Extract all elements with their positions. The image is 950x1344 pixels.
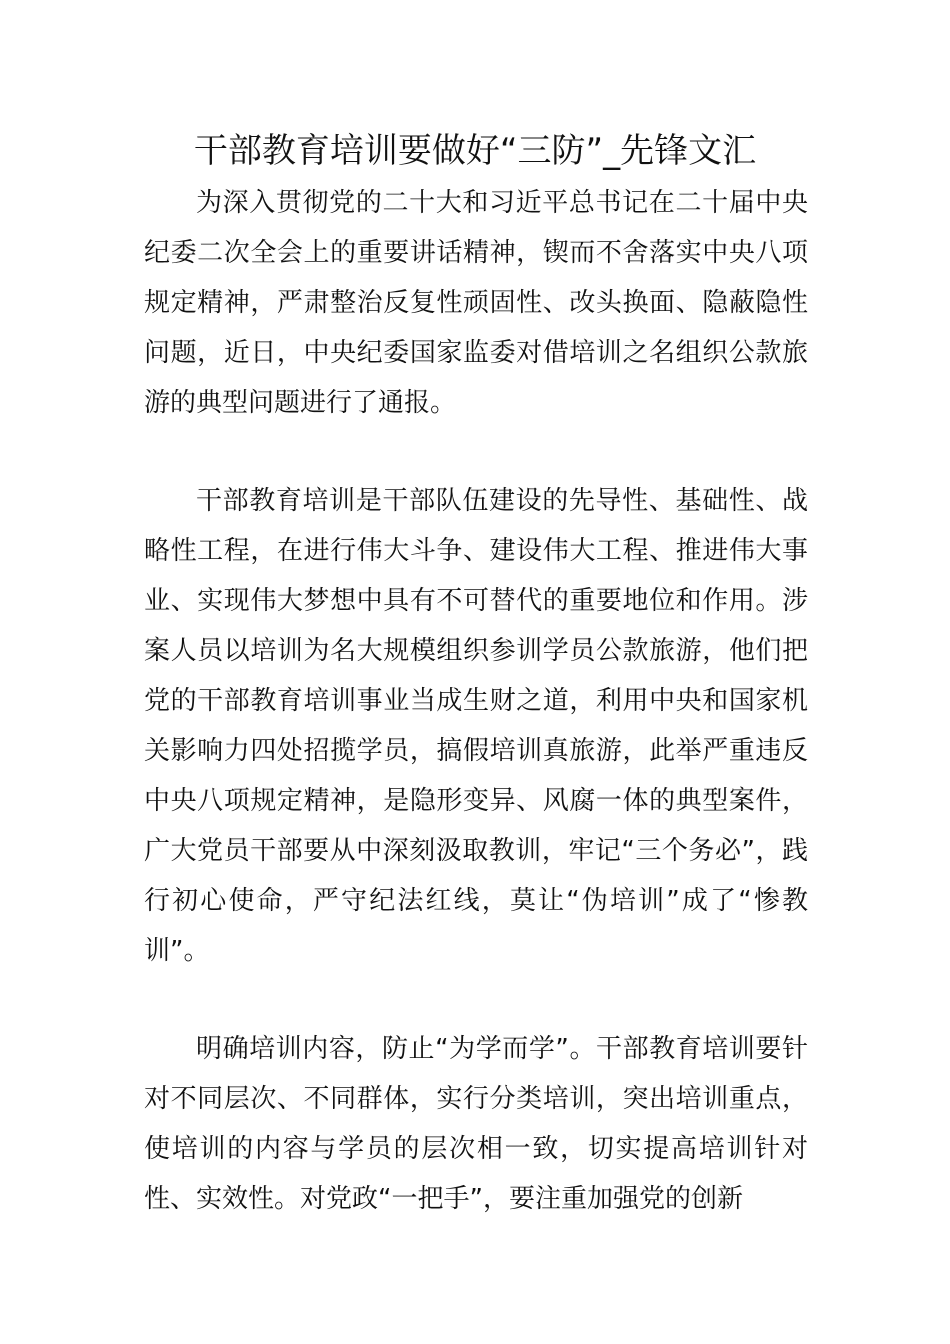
paragraph-intro: 为深入贯彻党的二十大和习近平总书记在二十届中央纪委二次全会上的重要讲话精神，锲而不舍落实中央八项规定精神，严肃整治反复性顽固性、改头换面、隐蔽隐性问题，近日，中央纪委国家监委对借培训之名组织公款旅游的典型问题进行了通报。: [144, 188, 808, 418]
document-title: 干部教育培训要做好“三防”_先锋文汇: [193, 131, 757, 171]
paragraph-content: 明确培训内容，防止“为学而学”。干部教育培训要针对不同层次、不同群体，实行分类培训，突出培训重点，使培训的内容与学员的层次相一致，切实提高培训针对性、实效性。对党政“一把手”，要注重加强党的创新: [144, 1034, 808, 1214]
paragraph-importance: 干部教育培训是干部队伍建设的先导性、基础性、战略性工程，在进行伟大斗争、建设伟大工程、推进伟大事业、实现伟大梦想中具有不可替代的重要地位和作用。涉案人员以培训为名大规模组织参训学员公款旅游，他们把党的干部教育培训事业当成生财之道，利用中央和国家机关影响力四处招揽学员，搞假培训真旅游，此举严重违反中央八项规定精神，是隐形变异、风腐一体的典型案件，广大党员干部要从中深刻汲取教训，牢记“三个务必”，践行初心使命，严守纪法红线，莫让“伪培训”成了“惨教训”。: [144, 486, 808, 966]
